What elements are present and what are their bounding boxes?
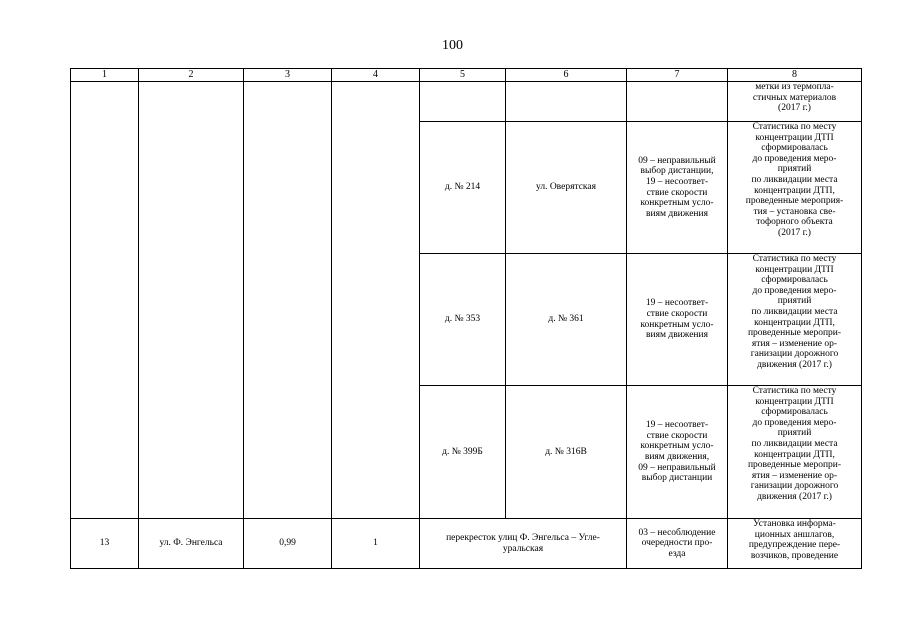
table-cell: [420, 82, 506, 122]
table-cell: [627, 82, 728, 122]
table-cell-note: Установка информа- ционных аншлагов, предупреждение пере- возчиков, проведение: [728, 519, 862, 569]
header-cell: 1: [71, 69, 139, 82]
header-cell: 8: [728, 69, 862, 82]
table-cell: 09 – неправильный выбор дистанции, 19 – несоответ- ствие скорости конкретным усло- виям движения: [627, 122, 728, 254]
header-row: [71, 69, 862, 82]
table-cell: д. № 361: [506, 254, 627, 386]
table-cell: [332, 82, 420, 519]
table-cell: 19 – несоответ- ствие скорости конкретным усло- виям движения: [627, 254, 728, 386]
table-cell: 13: [71, 519, 139, 569]
table-cell-note: метки из термопла- стичных материалов (2017 г.): [728, 82, 862, 122]
table-cell: [139, 82, 244, 519]
table-cell: [244, 82, 332, 519]
header-cell: 2: [139, 69, 244, 82]
table-row: [71, 519, 862, 569]
table-cell: д. № 399Б: [420, 386, 506, 519]
table-cell: ул. Ф. Энгельса: [139, 519, 244, 569]
page-number: 100: [442, 38, 463, 53]
header-cell: 3: [244, 69, 332, 82]
table-cell: 03 – несоблюдение очередности про- езда: [627, 519, 728, 569]
data-table: [70, 68, 862, 569]
table-row: [71, 82, 862, 122]
table-cell: 19 – несоответ- ствие скорости конкретным усло- виям движения, 09 – неправильный выбор дистанции: [627, 386, 728, 519]
header-cell: 4: [332, 69, 420, 82]
header-cell: 5: [420, 69, 506, 82]
table-cell: 0,99: [244, 519, 332, 569]
table-cell-note: Статистика по месту концентрации ДТП сформировалась до проведения меро- приятий по ликвидации места концентрации ДТП, проведенные мероприя- тия – установка све- тофорного объекта (2017 г.): [728, 122, 862, 254]
table-cell: [71, 82, 139, 519]
table-cell: д. № 353: [420, 254, 506, 386]
table-cell-note: Статистика по месту концентрации ДТП сформировалась до проведения меро- приятий по ликвидации места концентрации ДТП, проведенные меропри- ятия – изменение ор- ганизации дорожного движения (2017 г.): [728, 386, 862, 519]
header-cell: 7: [627, 69, 728, 82]
table-cell: 1: [332, 519, 420, 569]
table-cell: перекресток улиц Ф. Энгельса – Угле- уральская: [420, 519, 627, 569]
table-cell: д. № 214: [420, 122, 506, 254]
table-cell: д. № 316В: [506, 386, 627, 519]
header-cell: 6: [506, 69, 627, 82]
table-cell-note: Статистика по месту концентрации ДТП сформировалась до проведения меро- приятий по ликвидации места концентрации ДТП, проведенные меропри- ятия – изменение ор- ганизации дорожного движения (2017 г.): [728, 254, 862, 386]
table-cell: ул. Оверятская: [506, 122, 627, 254]
table-cell: [506, 82, 627, 122]
